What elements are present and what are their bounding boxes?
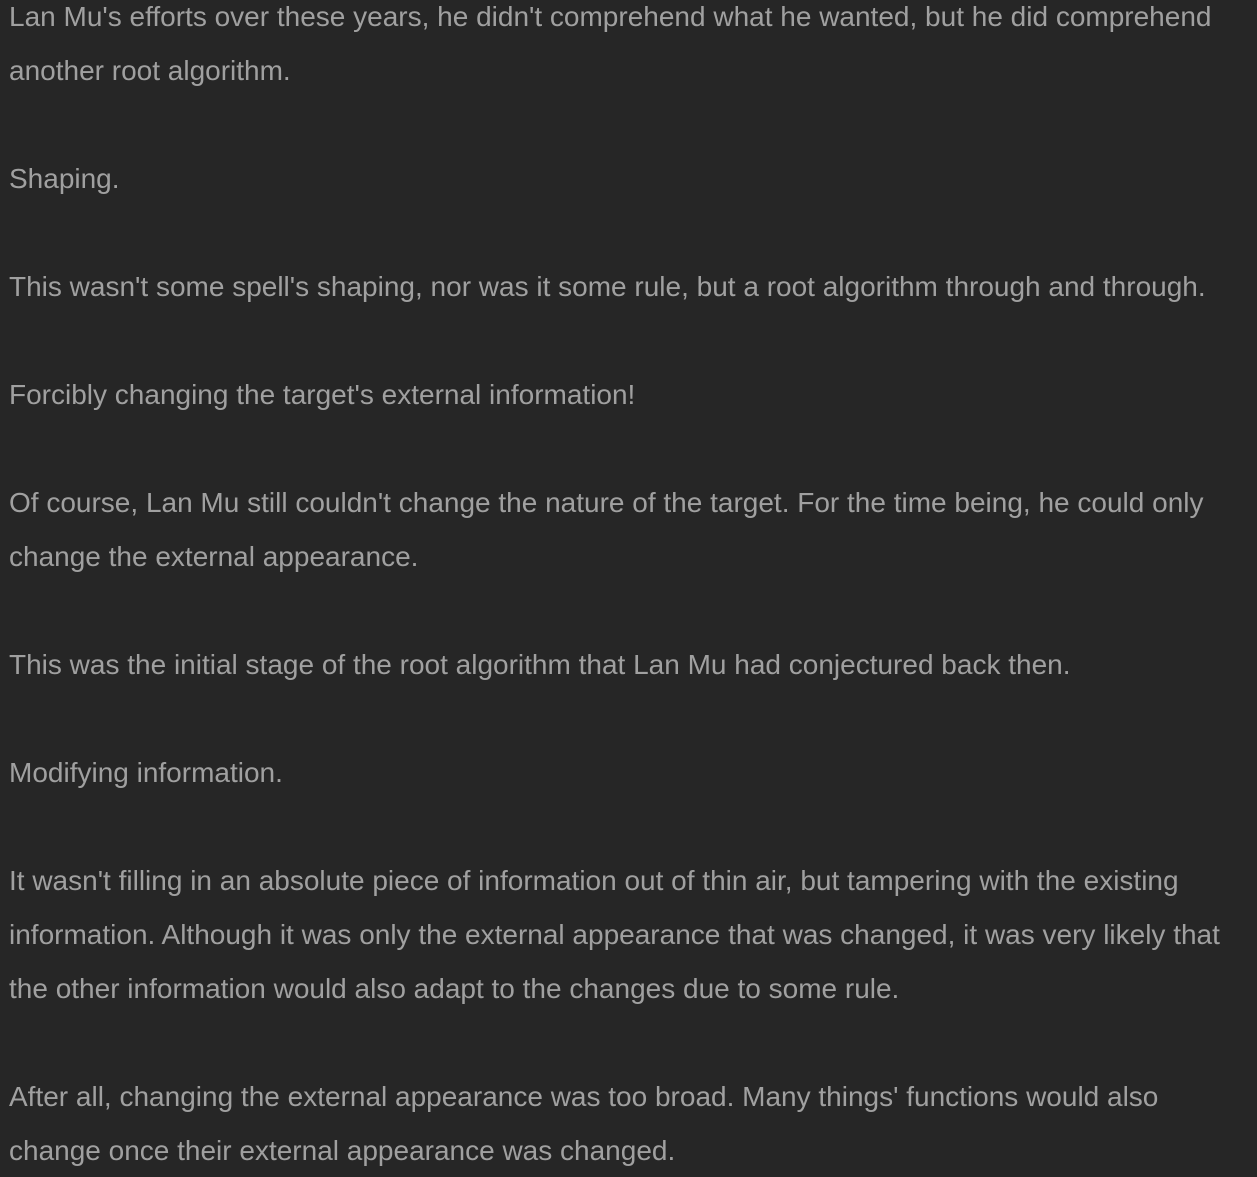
- paragraph: Modifying information.: [9, 757, 283, 788]
- paragraph: This wasn't some spell's shaping, nor was it some rule, but a root algorithm through and through.: [9, 271, 1206, 302]
- paragraph: Lan Mu's efforts over these years, he didn't comprehend what he wanted, but he did comprehend another root algorithm.: [9, 1, 1212, 86]
- paragraph: It wasn't filling in an absolute piece of information out of thin air, but tampering with the existing information. Although it was only the external appearance that was changed, it was very likely that the other information would also adapt to the changes due to some rule.: [9, 865, 1220, 1004]
- paragraph: Forcibly changing the target's external information!: [9, 379, 636, 410]
- paragraph: After all, changing the external appearance was too broad. Many things' functions would also change once their external appearance was changed.: [9, 1081, 1159, 1166]
- paragraph: Shaping.: [9, 163, 120, 194]
- paragraph: Of course, Lan Mu still couldn't change the nature of the target. For the time being, he could only change the external appearance.: [9, 487, 1204, 572]
- paragraph: This was the initial stage of the root algorithm that Lan Mu had conjectured back then.: [9, 649, 1071, 680]
